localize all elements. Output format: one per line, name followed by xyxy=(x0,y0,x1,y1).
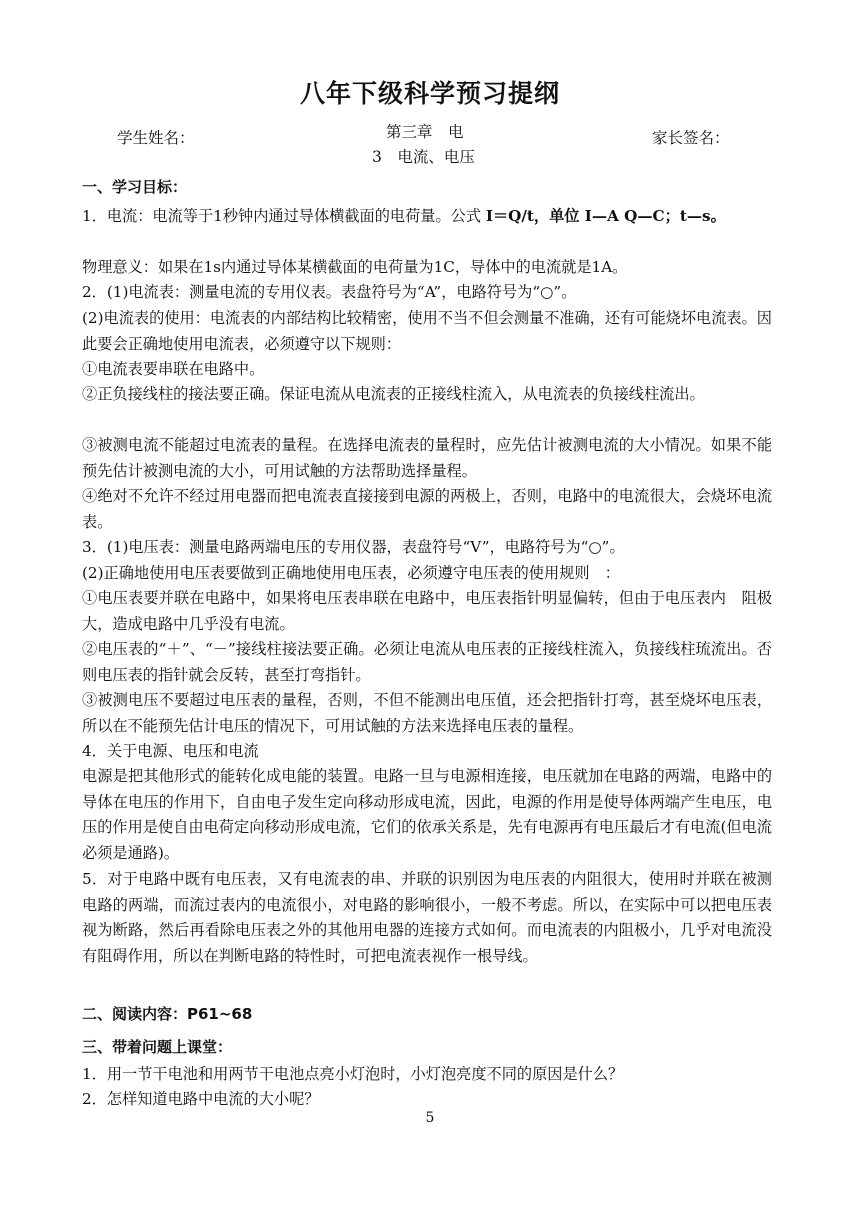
paragraph xyxy=(82,204,772,230)
page-title: 八年下级科学预习提纲 xyxy=(299,79,560,108)
chapter-label: 第三章 电 xyxy=(386,123,464,141)
formula-text: I＝Q/t，单位 I—A Q—C；t—s。 xyxy=(485,207,726,225)
paragraph: ②正负接线柱的接法要正确。保证电流从电流表的正接线柱流入，从电流表的负接线柱流出。 xyxy=(82,385,705,403)
page-number: 5 xyxy=(425,1110,435,1126)
parent-signature-label: 家长签名： xyxy=(652,129,730,147)
paragraph: 5．对于电路中既有电压表，又有电流表的串、并联的识别因为电压表的内阻很大，使用时并联在被测电路的两端，而流过表内的电流很小，对电路的影响很小，一般不考虑。所以，在实际中可以把电压表视为断路，然后再看除电压表之外的其他用电器的连接方式如何。而电流表的内阻极小，几乎对电流没有阻碍作用，所以在判断电路的特性时，可把电流表视作一根导线。 xyxy=(82,870,772,965)
question-item: 1．用一节干电池和用两节干电池点亮小灯泡时，小灯泡亮度不同的原因是什么？ xyxy=(82,1065,624,1083)
paragraph: 2．(1)电流表：测量电流的专用仪表。表盘符号为“A”，电路符号为“○”。 xyxy=(82,283,577,301)
section-heading-questions: 三、带着问题上课堂： xyxy=(82,1038,233,1056)
paragraph-text: 1．电流：电流等于1秒钟内通过导体横截面的电荷量。公式 xyxy=(82,207,486,225)
paragraph: ④绝对不允许不经过用电器而把电流表直接接到电源的两极上，否则，电路中的电流很大，会烧坏电流表。 xyxy=(82,487,772,531)
paragraph: ①电流表要串联在电路中。 xyxy=(82,360,265,378)
paragraph: 物理意义：如果在1s内通过导体某横截面的电荷量为1C，导体中的电流就是1A。 xyxy=(82,258,628,276)
paragraph: 3．(1)电压表：测量电路两端电压的专用仪器，表盘符号“V”，电路符号为“○”。 xyxy=(82,538,625,556)
paragraph: ③被测电压不要超过电压表的量程，否则，不但不能测出电压值，还会把指针打弯，甚至烧坏电压表，所以在不能预先估计电压的情况下，可用试触的方法来选择电压表的量程。 xyxy=(82,691,772,735)
section-heading-goals: 一、学习目标： xyxy=(82,178,188,196)
paragraph: ③被测电流不能超过电流表的量程。在选择电流表的量程时，应先估计被测电流的大小情况。如果不能预先估计被测电流的大小，可用试触的方法帮助选择量程。 xyxy=(82,436,772,480)
student-name-label: 学生姓名： xyxy=(117,129,195,147)
paragraph: (2)电流表的使用：电流表的内部结构比较精密，使用不当不但会测量不准确，还有可能烧坏电流表。因此要会正确地使用电流表，必须遵守以下规则： xyxy=(82,309,772,353)
paragraph: ①电压表要并联在电路中，如果将电压表串联在电路中，电压表指针明显偏转，但由于电压表内 阻极大，造成电路中几乎没有电流。 xyxy=(82,589,772,633)
section-heading-reading: 二、阅读内容：P61~68 xyxy=(82,1005,253,1023)
section-label: 3 电流、电压 xyxy=(372,148,475,166)
paragraph: 电源是把其他形式的能转化成电能的装置。电路一旦与电源相连接，电压就加在电路的两端，电路中的导体在电压的作用下，自由电子发生定向移动形成电流，因此，电源的作用是使导体两端产生电压，电压的作用是使自由电荷定向移动形成电流，它们的依承关系是，先有电源再有电压最后才有电流(但电流必须是通路)。 xyxy=(82,767,772,862)
question-item: 2．怎样知道电路中电流的大小呢？ xyxy=(82,1090,320,1108)
paragraph: (2)正确地使用电压表要做到正确地使用电压表，必须遵守电压表的使用规则 ： xyxy=(82,564,620,582)
paragraph: ②电压表的“＋”、“－”接线柱接法要正确。必须让电流从电压表的正接线柱流入，负接线柱琉流出。否则电压表的指针就会反转，甚至打弯指针。 xyxy=(82,640,772,684)
paragraph: 4．关于电源、电压和电流 xyxy=(82,742,259,760)
